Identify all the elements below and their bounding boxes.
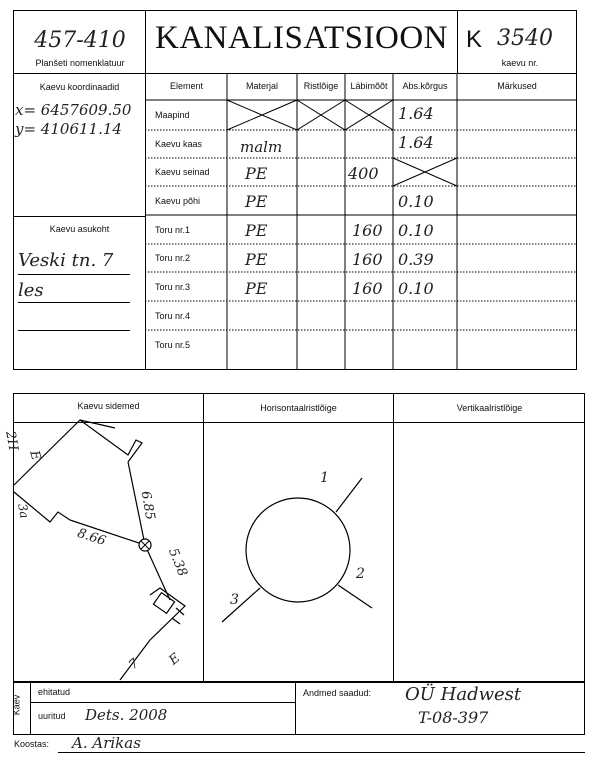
footer-divider [13, 682, 585, 683]
footer-row-divider [30, 702, 295, 703]
cell-labimoot: 400 [348, 164, 379, 183]
section-vertical-label: Vertikaalristlõige [456, 403, 523, 413]
footer-vline-mid [295, 682, 296, 734]
cell-abs: 1.64 [398, 104, 434, 123]
col-header-materjal: Materjal [245, 81, 278, 91]
cell-abs: 0.39 [398, 250, 434, 269]
coordinate-x: x= 6457609.50 [15, 101, 132, 119]
uuritud-label: uuritud [38, 711, 66, 721]
ehitatud-label: ehitatud [38, 687, 71, 697]
col-header-ristloige: Ristlõige [303, 81, 339, 91]
row-label: Toru nr.1 [155, 225, 191, 235]
location-line-2: les [18, 280, 44, 301]
cell-materjal: PE [245, 164, 268, 183]
cell-abs: 0.10 [398, 221, 434, 240]
pipe-label-3: 3 [230, 592, 239, 608]
well-prefix: K [466, 26, 483, 53]
sketch-note-e2: E [166, 650, 184, 669]
col-header-markused: Märkused [497, 81, 537, 91]
uuritud-value: Dets. 2008 [85, 706, 168, 724]
row-label: Toru nr.3 [155, 282, 191, 292]
koostas-label: Koostas: [14, 739, 50, 749]
cell-materjal: PE [245, 250, 268, 269]
row-label: Toru nr.5 [155, 340, 191, 350]
andmed-value-2: T-08-397 [418, 708, 489, 727]
andmed-value-1: OÜ Hadwest [405, 684, 522, 705]
sketch-note-3a: 3a [15, 502, 32, 520]
cell-materjal: PE [245, 279, 268, 298]
pipe-label-1: 1 [320, 470, 329, 486]
row-label: Toru nr.4 [155, 311, 191, 321]
sketch-dim-1: 6.85 [137, 489, 158, 522]
row-label: Toru nr.2 [155, 253, 191, 263]
cell-materjal: PE [245, 192, 268, 211]
section-links-label: Kaevu sidemed [77, 401, 140, 411]
row-label: Maapind [155, 110, 190, 120]
col-header-element: Element [169, 81, 204, 91]
location-label: Kaevu asukoht [49, 224, 110, 234]
kaev-label: Kaev [11, 694, 22, 716]
form-title: KANALISATSIOON [155, 20, 448, 56]
koostas-value: A. Arikas [72, 734, 141, 752]
nomenclature-value: 457-410 [34, 28, 126, 53]
row-label: Kaevu kaas [155, 139, 203, 149]
sketch-note-7: 7 [126, 656, 143, 673]
sketch-note-e1: E [26, 448, 44, 463]
cell-materjal: malm [240, 138, 283, 156]
footer-vline-kaev [30, 682, 31, 734]
row-label: Kaevu seinad [155, 167, 210, 177]
koostas-underline [58, 752, 585, 753]
cell-abs: 1.64 [398, 133, 434, 152]
coordinates-label: Kaevu koordinaadid [39, 82, 120, 92]
sketch-dim-3: 5.38 [165, 546, 190, 579]
well-number: 3540 [497, 26, 553, 51]
cell-labimoot: 160 [352, 221, 383, 240]
horizontal-section [222, 478, 372, 622]
section-horizontal-label: Horisontaalristlõige [260, 403, 337, 413]
location-line-1: Veski tn. 7 [18, 250, 114, 271]
footer-right-edge [584, 682, 585, 734]
col-header-labimoot: Läbimõõt [350, 81, 388, 91]
cell-abs: 0.10 [398, 192, 434, 211]
cell-materjal: PE [245, 221, 268, 240]
row-label: Kaevu põhi [155, 196, 201, 206]
coordinate-y: y= 410611.14 [15, 120, 122, 138]
sketch-note-2h: 2H [2, 430, 21, 452]
cell-labimoot: 160 [352, 250, 383, 269]
pipe-label-2: 2 [356, 566, 365, 582]
cell-abs: 0.10 [398, 279, 434, 298]
col-header-abs: Abs.kõrgus [402, 81, 448, 91]
sketch-dim-2: 8.66 [75, 525, 108, 550]
well-number-label: kaevu nr. [501, 58, 539, 68]
nomenclature-label: Planšeti nomenklatuur [35, 58, 125, 68]
andmed-label: Andmed saadud: [303, 688, 372, 698]
cell-labimoot: 160 [352, 279, 383, 298]
